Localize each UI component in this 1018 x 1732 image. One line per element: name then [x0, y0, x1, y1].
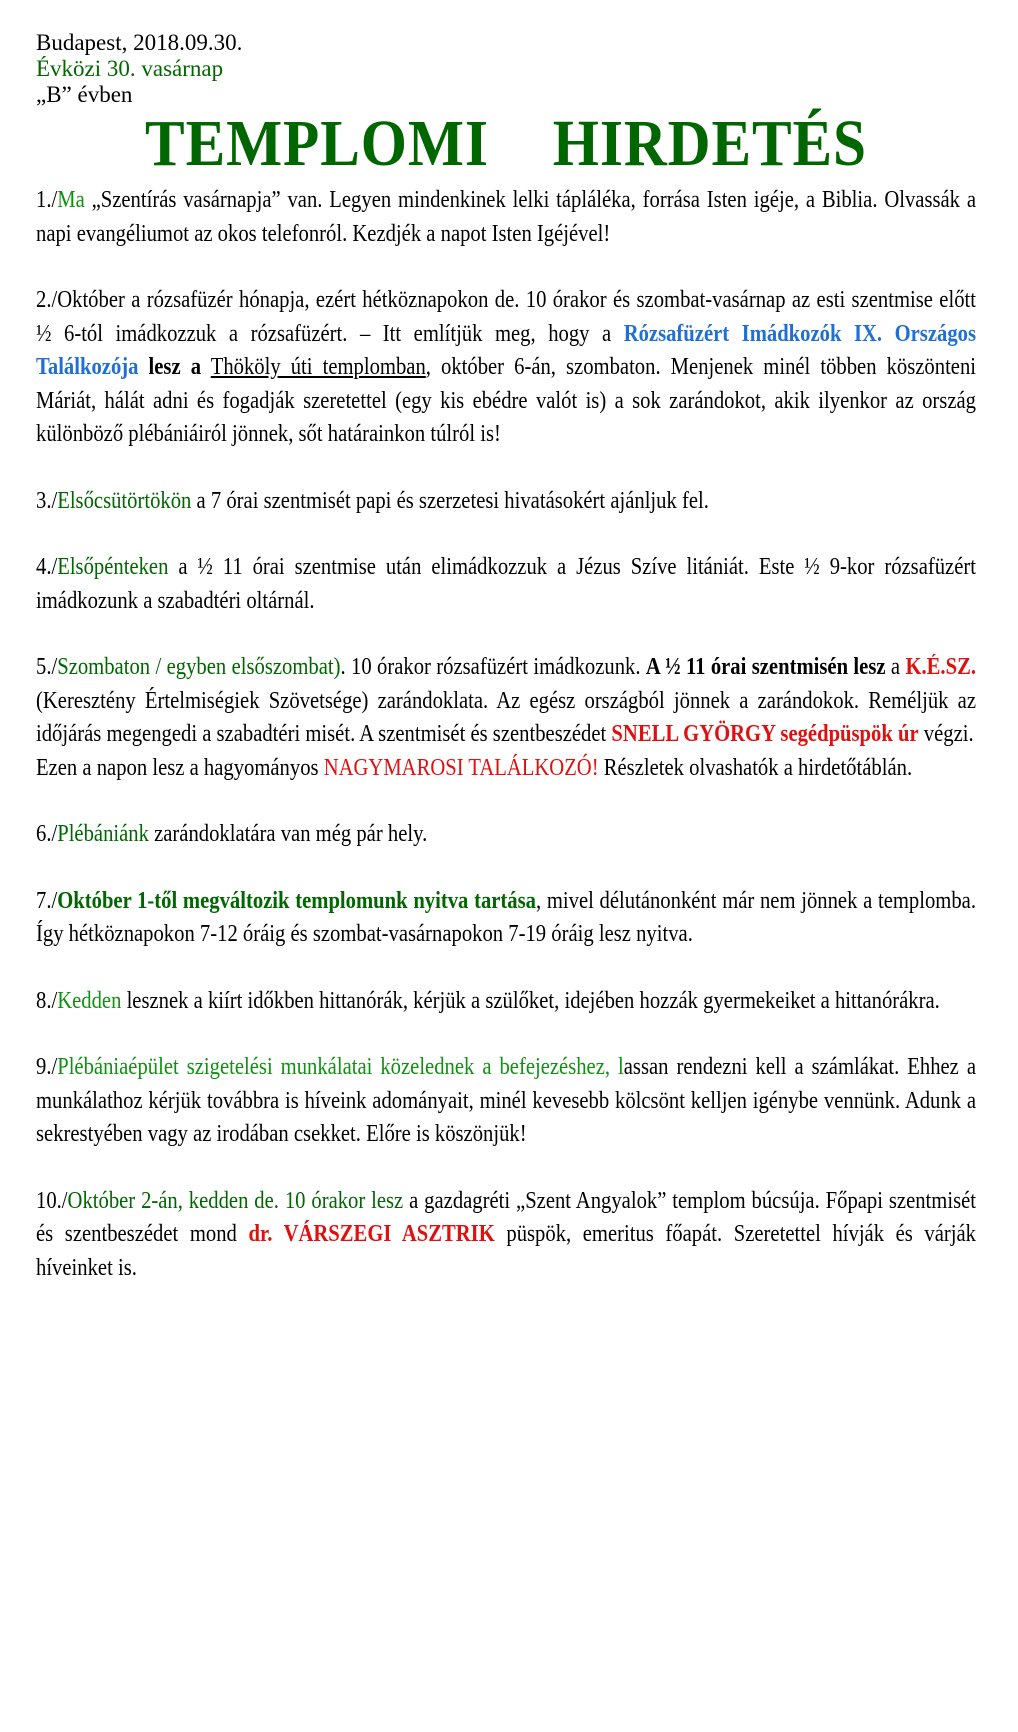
item-text: Ezen a napon lesz a hagyományos	[36, 754, 324, 781]
highlighted-text: Plébániaépület szigetelési munkálatai közelednek a befejezéshez, l	[57, 1054, 624, 1080]
announcement-item	[36, 184, 976, 251]
highlighted-text: Thököly úti templomban	[210, 354, 426, 380]
item-text: zarándoklatára van még pár hely.	[148, 821, 428, 847]
highlighted-text: Október 2-án, kedden de. 10 órakor lesz	[67, 1187, 404, 1214]
item-text: . 10 órakor rózsafüzért imádkozunk.	[340, 654, 646, 680]
announcement-item	[36, 985, 976, 1019]
item-text: a gazdagréti „Szent Angyalok” templom búcsúja. Főpapi szentmisét és szentbeszédet mond	[36, 1187, 977, 1247]
place-date: Budapest, 2018.09.30.	[36, 30, 243, 55]
item-number: 2./	[36, 287, 58, 313]
announcement-item	[36, 1185, 976, 1286]
item-text: (Keresztény Értelmiségiek Szövetsége) zarándoklata. Az egész országból jönnek a zarándokok. Reméljük az időjárás megengedi a szabadtéri misét. A szentmisét és szentbeszédet	[36, 687, 976, 747]
announcement-item	[36, 1051, 976, 1152]
year-cycle: „B” évben	[36, 82, 133, 107]
announcement-item	[36, 284, 976, 452]
item-text: a	[885, 654, 906, 680]
item-text: a 7 órai szentmisét papi és szerzetesi hivatásokért ajánljuk fel.	[191, 487, 709, 514]
highlighted-text: Elsőcsütörtökön	[57, 487, 192, 514]
announcement-page	[36, 30, 976, 1285]
item-text: püspök, emeritus főapát. Szeretettel hívják és várják híveinket is.	[36, 1221, 976, 1281]
item-text: végzi.	[918, 721, 974, 747]
highlighted-text: Elsőpénteken	[57, 554, 169, 580]
item-text: „Szentírás vasárnapja” van. Legyen mindenkinek lelki tápláléka, forrása Isten igéje, a Biblia. Olvassák a napi evangéliumot az okos telefonról. Kezdjék a napot Isten Igéjével!	[36, 187, 976, 247]
highlighted-text: K.É.SZ.	[905, 654, 976, 680]
highlighted-text: SNELL GYÖRGY segédpüspök úr	[611, 721, 919, 747]
item-number: 8./	[36, 987, 58, 1014]
highlighted-text: Ma	[57, 187, 85, 213]
page-title: TEMPLOMI HIRDETÉS	[145, 107, 867, 180]
item-text	[138, 354, 148, 380]
liturgical-day: Évközi 30. vasárnap	[36, 56, 224, 81]
highlighted-text: Plébániánk	[57, 821, 149, 847]
highlighted-text: Szombaton / egyben elsőszombat)	[57, 654, 341, 680]
item-number: 10./	[36, 1187, 68, 1214]
item-text: assan rendezni kell a számlákat. Ehhez a munkálathoz kérjük továbbra is híveink adományait, minél kevesebb kölcsönt kelljen igénybe vennünk. Adunk a sekrestyében vagy az irodában csekket. Előre is köszönjük!	[36, 1054, 976, 1147]
item-text: Október a rózsafüzér hónapja, ezért hétköznapokon de. 10 órakor és szombat-vasárnap az esti szentmise előtt ½ 6-tól imádkozzuk a rózsafüzért. – Itt említjük meg, hogy a	[36, 287, 976, 347]
announcement-list	[36, 184, 976, 1285]
item-number: 7./	[36, 887, 58, 914]
item-number: 3./	[36, 487, 58, 514]
highlighted-text: Kedden	[57, 987, 122, 1014]
item-text: , október 6-án, szombaton. Menjenek minél többen köszönteni Máriát, hálát adni és fogadják szeretettel (egy kis ebédre valót is) a sok zarándokot, akik ilyenkor az ország különböző plébániáiról jönnek, sőt határainkon túlról is!	[36, 354, 977, 447]
item-number: 9./	[36, 1054, 58, 1080]
item-text: , mivel délutánonként már nem jönnek a templomba. Így hétköznapokon 7-12 óráig és szombat-vasárnapokon 7-19 óráig lesz nyitva.	[36, 887, 976, 947]
highlighted-text: Október 1-től megváltozik templomunk nyitva tartása	[57, 887, 536, 914]
item-text	[201, 354, 211, 380]
item-number: 6./	[36, 821, 58, 847]
announcement-item	[36, 551, 976, 618]
highlighted-text: Rózsafüzért Imádkozók IX. Országos Találkozója	[36, 320, 976, 380]
item-text: a ½ 11 órai szentmise után elimádkozzuk a Jézus Szíve litániát. Este ½ 9-kor rózsafüzért imádkozunk a szabadtéri oltárnál.	[36, 554, 976, 614]
item-number: 1./	[36, 187, 58, 213]
announcement-item	[36, 485, 976, 519]
highlighted-text: dr. VÁRSZEGI ASZTRIK	[248, 1221, 495, 1247]
highlighted-text: A ½ 11 órai szentmisén lesz	[645, 654, 886, 680]
item-text: lesznek a kiírt időkben hittanórák, kérjük a szülőket, idejében hozzák gyermekeiket a hittanórákra.	[121, 987, 940, 1014]
item-text: Részletek olvashatók a hirdetőtáblán.	[598, 754, 913, 781]
highlighted-text: NAGYMAROSI TALÁLKOZÓ!	[323, 754, 599, 781]
highlighted-text: lesz a	[148, 354, 202, 380]
item-number: 4./	[36, 554, 58, 580]
announcement-item	[36, 818, 976, 852]
announcement-item	[36, 651, 976, 785]
announcement-item	[36, 885, 976, 952]
item-number: 5./	[36, 654, 58, 680]
